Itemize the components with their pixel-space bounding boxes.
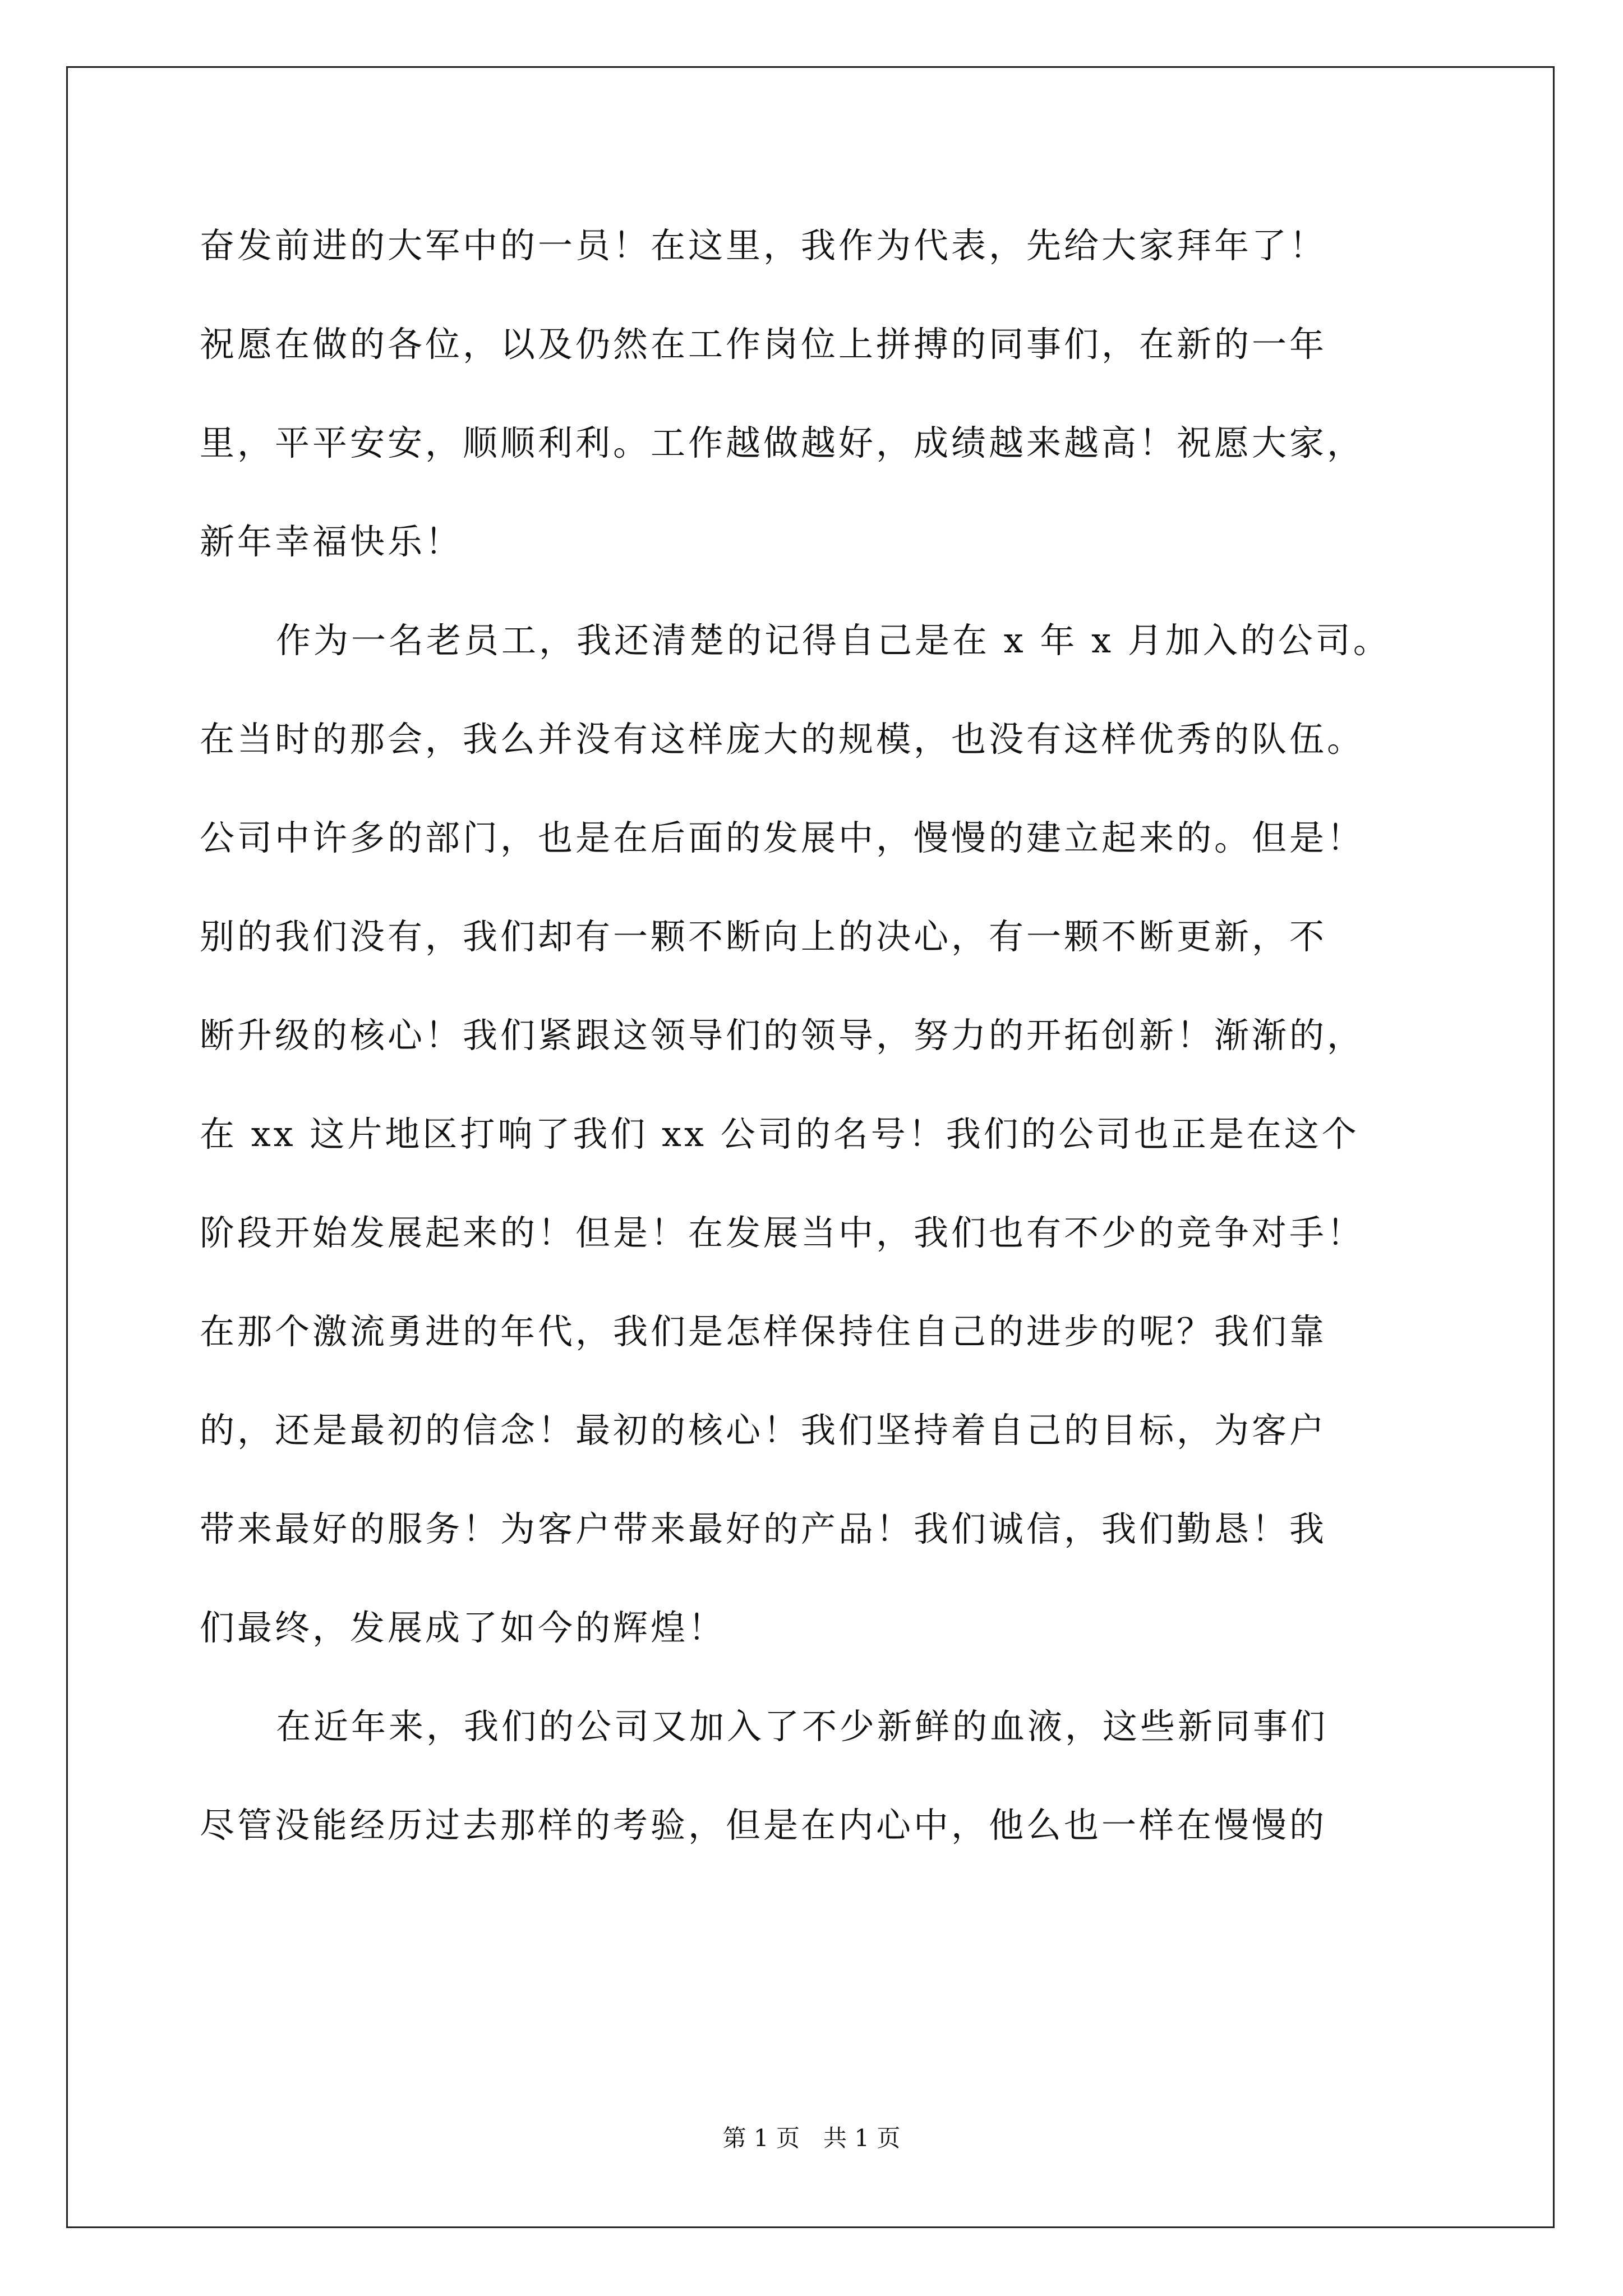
- line-2-1: 作为一名老员工，我还清楚的记得自己是在 x 年 x 月加入的公司。: [276, 620, 1391, 661]
- line-2-2: 在当时的那会，我么并没有这样庞大的规模，也没有这样优秀的队伍。: [200, 719, 1365, 760]
- line-2-9: 的，还是最初的信念！最初的核心！我们坚持着自己的目标，为客户: [200, 1410, 1327, 1451]
- document-body: [200, 196, 1428, 1875]
- line-1-4: 新年幸福快乐！: [200, 521, 463, 562]
- paragraph-2: [200, 591, 1428, 1677]
- line-2-10: 带来最好的服务！为客户带来最好的产品！我们诚信，我们勤恳！我: [200, 1508, 1327, 1549]
- line-2-4: 别的我们没有，我们却有一颗不断向上的决心，有一颗不断更新，不: [200, 916, 1327, 957]
- line-2-7: 阶段开始发展起来的！但是！在发展当中，我们也有不少的竞争对手！: [200, 1212, 1365, 1253]
- page-footer: [0, 2122, 1623, 2155]
- page-total: 共 1 页: [823, 2124, 901, 2152]
- line-3-2: 尽管没能经历过去那样的考验，但是在内心中，他么也一样在慢慢的: [200, 1805, 1327, 1846]
- page-number: 第 1 页: [722, 2124, 800, 2152]
- line-1-1: 奋发前进的大军中的一员！在这里，我作为代表，先给大家拜年了！: [200, 225, 1327, 266]
- line-1-3: 里，平平安安，顺顺利利。工作越做越好，成绩越来越高！祝愿大家，: [200, 422, 1365, 463]
- line-3-1: 在近年来，我们的公司又加入了不少新鲜的血液，这些新同事们: [276, 1706, 1329, 1747]
- line-1-2: 祝愿在做的各位，以及仍然在工作岗位上拼搏的同事们，在新的一年: [200, 324, 1327, 365]
- line-2-11: 们最终，发展成了如今的辉煌！: [200, 1607, 726, 1648]
- line-2-5: 断升级的核心！我们紧跟这领导们的领导，努力的开拓创新！渐渐的，: [200, 1015, 1365, 1056]
- paragraph-3: [200, 1677, 1428, 1875]
- line-2-3: 公司中许多的部门，也是在后面的发展中，慢慢的建立起来的。但是！: [200, 817, 1365, 858]
- paragraph-1: [200, 196, 1428, 591]
- line-2-6: 在 xx 这片地区打响了我们 xx 公司的名号！我们的公司也正是在这个: [200, 1114, 1359, 1154]
- line-2-8: 在那个激流勇进的年代，我们是怎样保持住自己的进步的呢？我们靠: [200, 1311, 1327, 1352]
